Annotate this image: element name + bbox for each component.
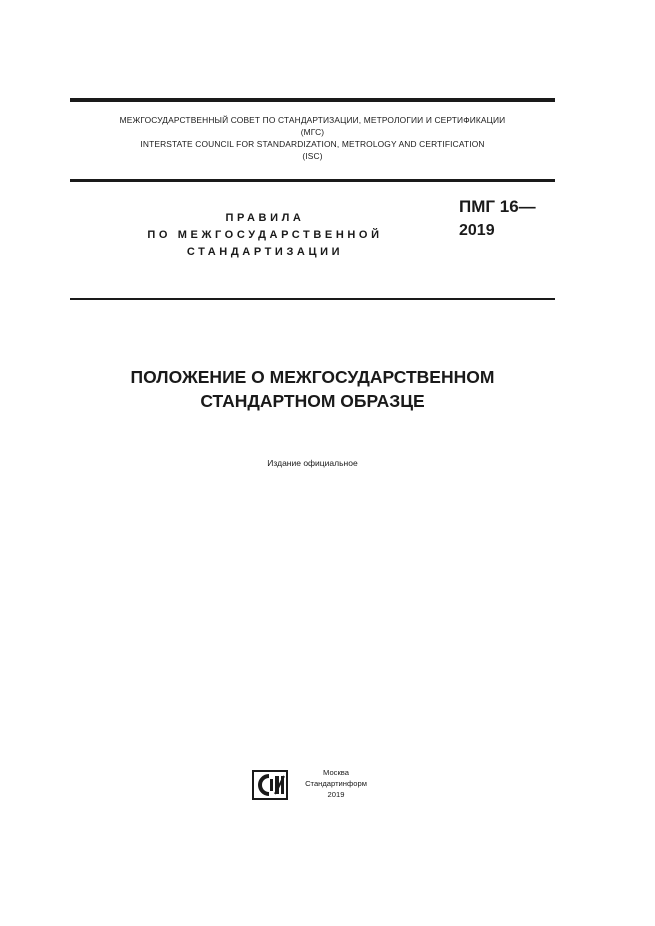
council-name-en: INTERSTATE COUNCIL FOR STANDARDIZATION, METROLOGY AND CERTIFICATION (140, 139, 485, 149)
page-title (70, 365, 555, 413)
page-title-line-2: СТАНДАРТНОМ ОБРАЗЦЕ (200, 391, 425, 411)
council-name-ru: МЕЖГОСУДАРСТВЕННЫЙ СОВЕТ ПО СТАНДАРТИЗАЦИИ, МЕТРОЛОГИИ И СЕРТИФИКАЦИИ (119, 115, 506, 125)
top-rule (70, 98, 555, 102)
imprint-city: Москва (323, 768, 349, 777)
document-designation: ПМГ 16— (459, 197, 536, 216)
council-header (70, 114, 555, 162)
standartinform-logo-icon (252, 770, 288, 800)
council-abbr-en: (ISC) (302, 151, 323, 161)
imprint-publisher: Стандартинформ (305, 779, 367, 788)
bottom-rule (70, 298, 555, 300)
document-designation-year: 2019 (459, 222, 495, 239)
document-type (125, 210, 405, 261)
document-type-line-2: ПО МЕЖГОСУДАРСТВЕННОЙ (147, 229, 383, 241)
imprint-year: 2019 (327, 790, 345, 799)
middle-rule (70, 179, 555, 182)
council-abbr-ru: (МГС) (300, 127, 325, 137)
page-title-line-1: ПОЛОЖЕНИЕ О МЕЖГОСУДАРСТВЕННОМ (130, 367, 495, 387)
document-type-line-3: СТАНДАРТИЗАЦИИ (186, 246, 344, 258)
publisher-imprint (294, 767, 378, 800)
edition-note: Издание официальное (267, 458, 358, 468)
document-type-line-1: ПРАВИЛА (225, 212, 305, 224)
